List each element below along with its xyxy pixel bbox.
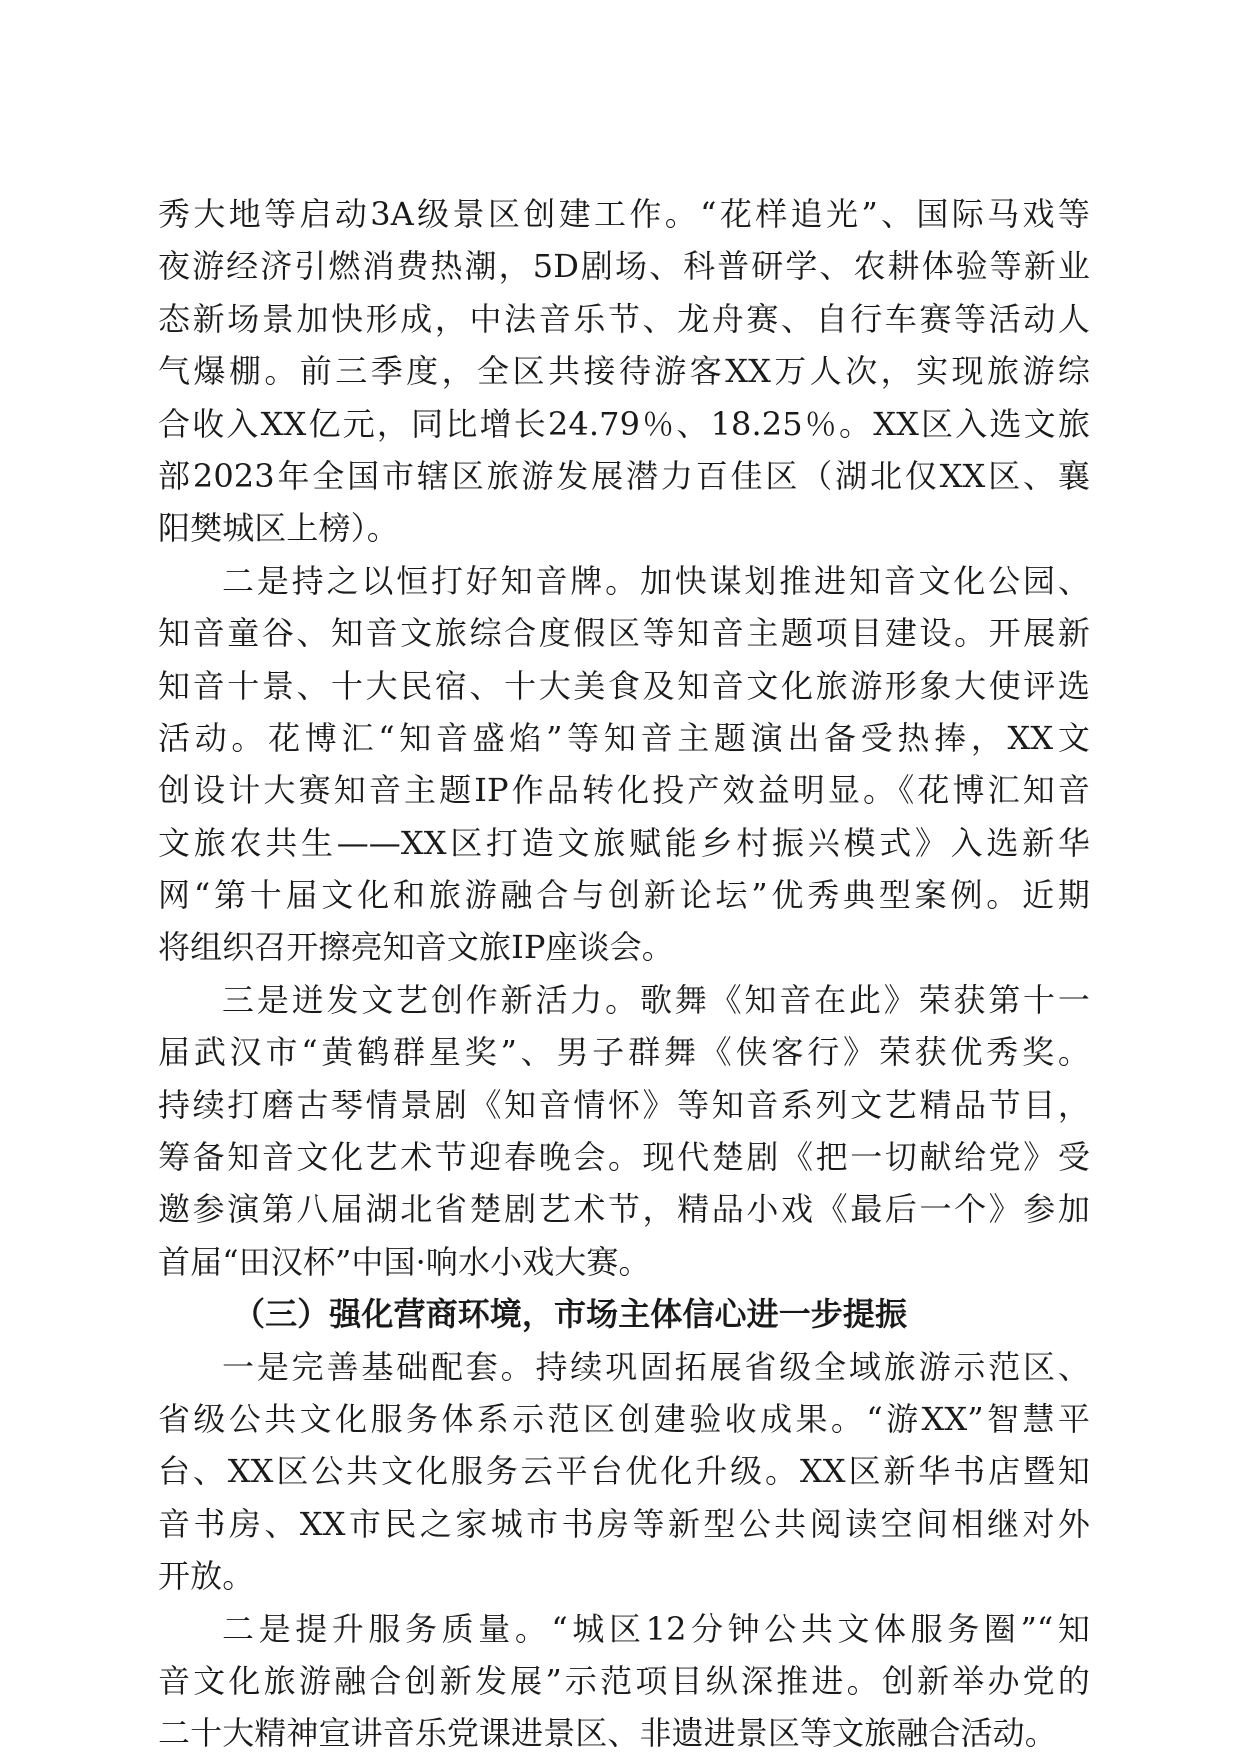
text-line: 秀大地等启动3A级景区创建工作。“花样追光”、国际马戏等 xyxy=(158,195,1090,233)
text-line: 将组织召开擦亮知音文旅IP座谈会。 xyxy=(158,928,674,967)
text-line: 省级公共文化服务体系示范区创建验收成果。“游XX”智慧平 xyxy=(158,1399,1090,1438)
text-line: 创设计大赛知音主题IP作品转化投产效益明显。《花博汇知音 xyxy=(158,771,1090,810)
text-line: 阳樊城区上榜）。 xyxy=(158,509,399,548)
text-line: 部2023年全国市辖区旅游发展潜力百佳区（湖北仅XX区、襄 xyxy=(158,456,1090,495)
text-line: 音文化旅游融合创新发展”示范项目纵深推进。创新举办党的 xyxy=(158,1661,1090,1700)
paragraph-arts-creation xyxy=(158,974,1090,1288)
text-line: 二十大精神宣讲音乐党课进景区、非遗进景区等文旅融合活动。 xyxy=(158,1714,1057,1753)
text-line: 开放。 xyxy=(158,1557,255,1596)
text-line: 网“第十届文化和旅游融合与创新论坛”优秀典型案例。近期 xyxy=(158,876,1090,915)
text-line: 首届“田汉杯”中国·响水小戏大赛。 xyxy=(158,1242,651,1281)
paragraph-infrastructure xyxy=(158,1341,1090,1603)
text-line: 合收入XX亿元，同比增长24.79％、18.25％。XX区入选文旅 xyxy=(158,404,1090,443)
text-line: 气爆棚。前三季度，全区共接待游客XX万人次，实现旅游综 xyxy=(158,352,1090,391)
text-line: 知音童谷、知音文旅综合度假区等知音主题项目建设。开展新 xyxy=(158,614,1090,653)
text-line: 音书房、XX市民之家城市书房等新型公共阅读空间相继对外 xyxy=(158,1504,1090,1543)
section-heading xyxy=(158,1288,1090,1340)
text-line: 邀参演第八届湖北省楚剧艺术节，精品小戏《最后一个》参加 xyxy=(158,1190,1090,1229)
document-body xyxy=(158,188,1090,1760)
section-heading-text: （三）强化营商环境，市场主体信心进一步提振 xyxy=(233,1295,908,1334)
paragraph-zhiyin-brand xyxy=(158,555,1090,974)
text-line: 态新场景加快形成，中法音乐节、龙舟赛、自行车赛等活动人 xyxy=(158,299,1090,338)
text-line: 文旅农共生——XX区打造文旅赋能乡村振兴模式》入选新华 xyxy=(158,823,1090,862)
text-line: 二是持之以恒打好知音牌。加快谋划推进知音文化公园、 xyxy=(222,561,1090,600)
text-line: 知音十景、十大民宿、十大美食及知音文化旅游形象大使评选 xyxy=(158,666,1090,705)
text-line: 持续打磨古琴情景剧《知音情怀》等知音系列文艺精品节目， xyxy=(158,1085,1090,1124)
text-line: 一是完善基础配套。持续巩固拓展省级全域旅游示范区、 xyxy=(222,1347,1090,1386)
text-line: 二是提升服务质量。“城区12分钟公共文体服务圈”“知 xyxy=(222,1609,1090,1648)
text-line: 夜游经济引燃消费热潮，5D剧场、科普研学、农耕体验等新业 xyxy=(158,247,1090,286)
text-line: 活动。花博汇“知音盛焰”等知音主题演出备受热捧，XX文 xyxy=(158,718,1090,757)
text-line: 台、XX区公共文化服务云平台优化升级。XX区新华书店暨知 xyxy=(158,1452,1090,1491)
paragraph-service-quality xyxy=(158,1603,1090,1760)
text-line: 届武汉市“黄鹤群星奖”、男子群舞《侠客行》荣获优秀奖。 xyxy=(158,1033,1090,1072)
text-line: 筹备知音文化艺术节迎春晚会。现代楚剧《把一切献给党》受 xyxy=(158,1138,1090,1177)
paragraph-tourism-results xyxy=(158,188,1090,555)
text-line: 三是迸发文艺创作新活力。歌舞《知音在此》荣获第十一 xyxy=(222,980,1090,1019)
